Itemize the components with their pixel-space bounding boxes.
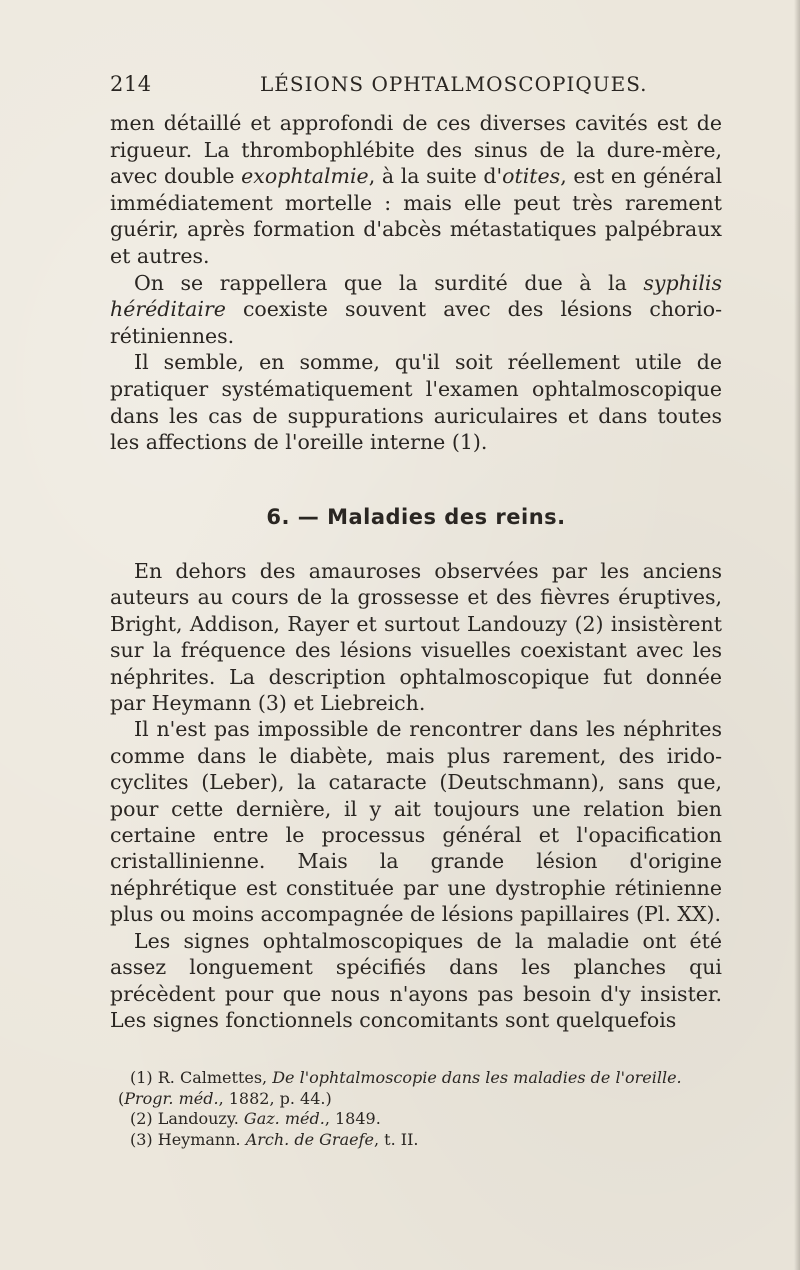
paragraph-2: On se rappellera que la surdité due à la syphilis héréditaire coexiste souvent avec des lésions chorio-rétiniennes. — [110, 270, 722, 348]
paragraph-3: Il semble, en somme, qu'il soit réellement utile de pratiquer systématiquement l'examen ophtalmoscopique dans les cas de suppurations auriculaires et dans toutes les affections de l'oreille interne (1). — [110, 350, 722, 455]
page-number: 214 — [110, 72, 152, 96]
footnote-1-continued: (Progr. méd., 1882, p. 44.) — [118, 1088, 332, 1108]
italic-term: syphilis héréditaire — [110, 270, 722, 322]
italic-term: exophtalmie — [241, 164, 369, 189]
paragraph-1: men détaillé et approfondi de ces diverses cavités est de rigueur. La thrombophlébite des sinus de la dure-mère, avec double exophtalmie, à la suite d'otites, est en général immédiatement mortelle : mais elle peut très rarement guérir, après formation d'abcès métastatiques palpébraux et autres. — [110, 111, 722, 268]
footnotes — [110, 1068, 722, 1150]
footnote-2: (2) Landouzy. Gaz. méd., 1849. — [130, 1109, 381, 1129]
body-text-top — [110, 110, 722, 456]
page-header — [110, 72, 720, 100]
paragraph-4: En dehors des amauroses observées par les anciens auteurs au cours de la grossesse et des fièvres éruptives, Bright, Addison, Rayer et surtout Landouzy (2) insistèrent sur la fréquence des lésions visuelles coexistant avec les néphrites. La description ophtalmoscopique fut donnée par Heymann (3) et Liebreich. — [110, 559, 722, 716]
body-text-bottom — [110, 558, 722, 1033]
running-head: LÉSIONS OPHTALMOSCOPIQUES. — [260, 72, 648, 96]
footnote-3: (3) Heymann. Arch. de Graefe, t. II. — [130, 1129, 419, 1149]
paragraph-5: Il n'est pas impossible de rencontrer dans les néphrites comme dans le diabète, mais plus rarement, des irido-cyclites (Leber), la cataracte (Deutschmann), sans que, pour cette dernière, il y ait toujours une relation bien certaine entre le processus général et l'opacification cristallinienne. Mais la grande lésion d'origine néphrétique est constituée par une dystrophie rétinienne plus ou moins accompagnée de lésions papillaires (Pl. XX). — [110, 717, 722, 927]
paragraph-6: Les signes ophtalmoscopiques de la maladie ont été assez longuement spécifiés dans les planches qui précèdent pour que nous n'ayons pas besoin d'y insister. Les signes fonctionnels concomitants sont quelquefois — [110, 928, 722, 1032]
page-edge-shadow — [794, 0, 800, 1270]
footnote-1: (1) R. Calmettes, De l'ophtalmoscopie dans les maladies de l'oreille. — [130, 1068, 682, 1087]
italic-term: otites — [502, 164, 561, 189]
section-heading: 6. — Maladies des reins. — [266, 505, 566, 529]
